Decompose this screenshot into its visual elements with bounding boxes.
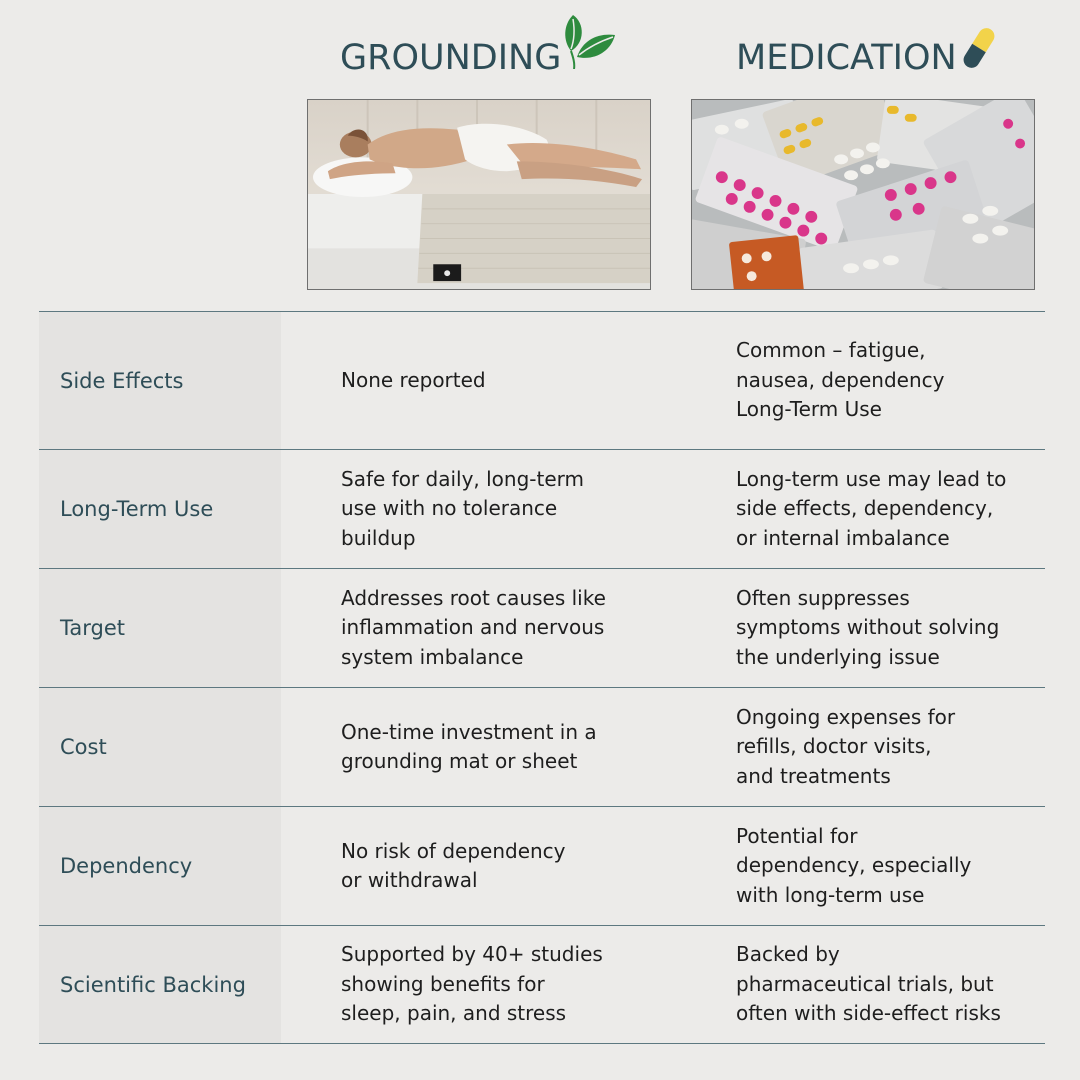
medication-cell: Common – fatigue, nausea, dependency Long-Term Use (736, 338, 945, 422)
table-row (39, 687, 1045, 806)
row-label: Target (39, 569, 281, 687)
table-row (39, 806, 1045, 925)
medication-cell: Ongoing expenses for refills, doctor visits, and treatments (736, 704, 956, 788)
leaf-icon (563, 38, 617, 78)
pill-capsule-icon (959, 36, 999, 81)
grounding-cell: No risk of dependency or withdrawal (341, 838, 566, 892)
row-label: Long-Term Use (39, 450, 281, 568)
table-row (39, 449, 1045, 568)
grounding-cell: One-time investment in a grounding mat or sheet (341, 719, 597, 773)
row-label: Cost (39, 688, 281, 806)
medication-photo (691, 99, 1035, 290)
grounding-title (340, 36, 617, 80)
grounding-photo (307, 99, 651, 290)
grounding-cell: None reported (341, 367, 486, 392)
row-label: Scientific Backing (39, 926, 281, 1043)
grounding-title-text: GROUNDING (340, 38, 562, 78)
grounding-cell: Supported by 40+ studies showing benefits for sleep, pain, and stress (341, 942, 603, 1026)
medication-cell: Backed by pharmaceutical trials, but often with side-effect risks (736, 942, 1001, 1026)
row-label: Dependency (39, 807, 281, 925)
medication-title (736, 36, 999, 80)
medication-title-text: MEDICATION (736, 38, 957, 78)
row-label: Side Effects (39, 312, 281, 449)
medication-cell: Long-term use may lead to side effects, dependency, or internal imbalance (736, 466, 1007, 550)
grounding-cell: Safe for daily, long-term use with no tolerance buildup (341, 466, 585, 550)
table-row (39, 925, 1045, 1044)
grounding-cell: Addresses root causes like inflammation and nervous system imbalance (341, 585, 606, 669)
table-row (39, 568, 1045, 687)
table-row (39, 311, 1045, 449)
medication-cell: Often suppresses symptoms without solving the underlying issue (736, 585, 1000, 669)
comparison-table (39, 311, 1045, 1044)
medication-cell: Potential for dependency, especially with long-term use (736, 823, 972, 907)
